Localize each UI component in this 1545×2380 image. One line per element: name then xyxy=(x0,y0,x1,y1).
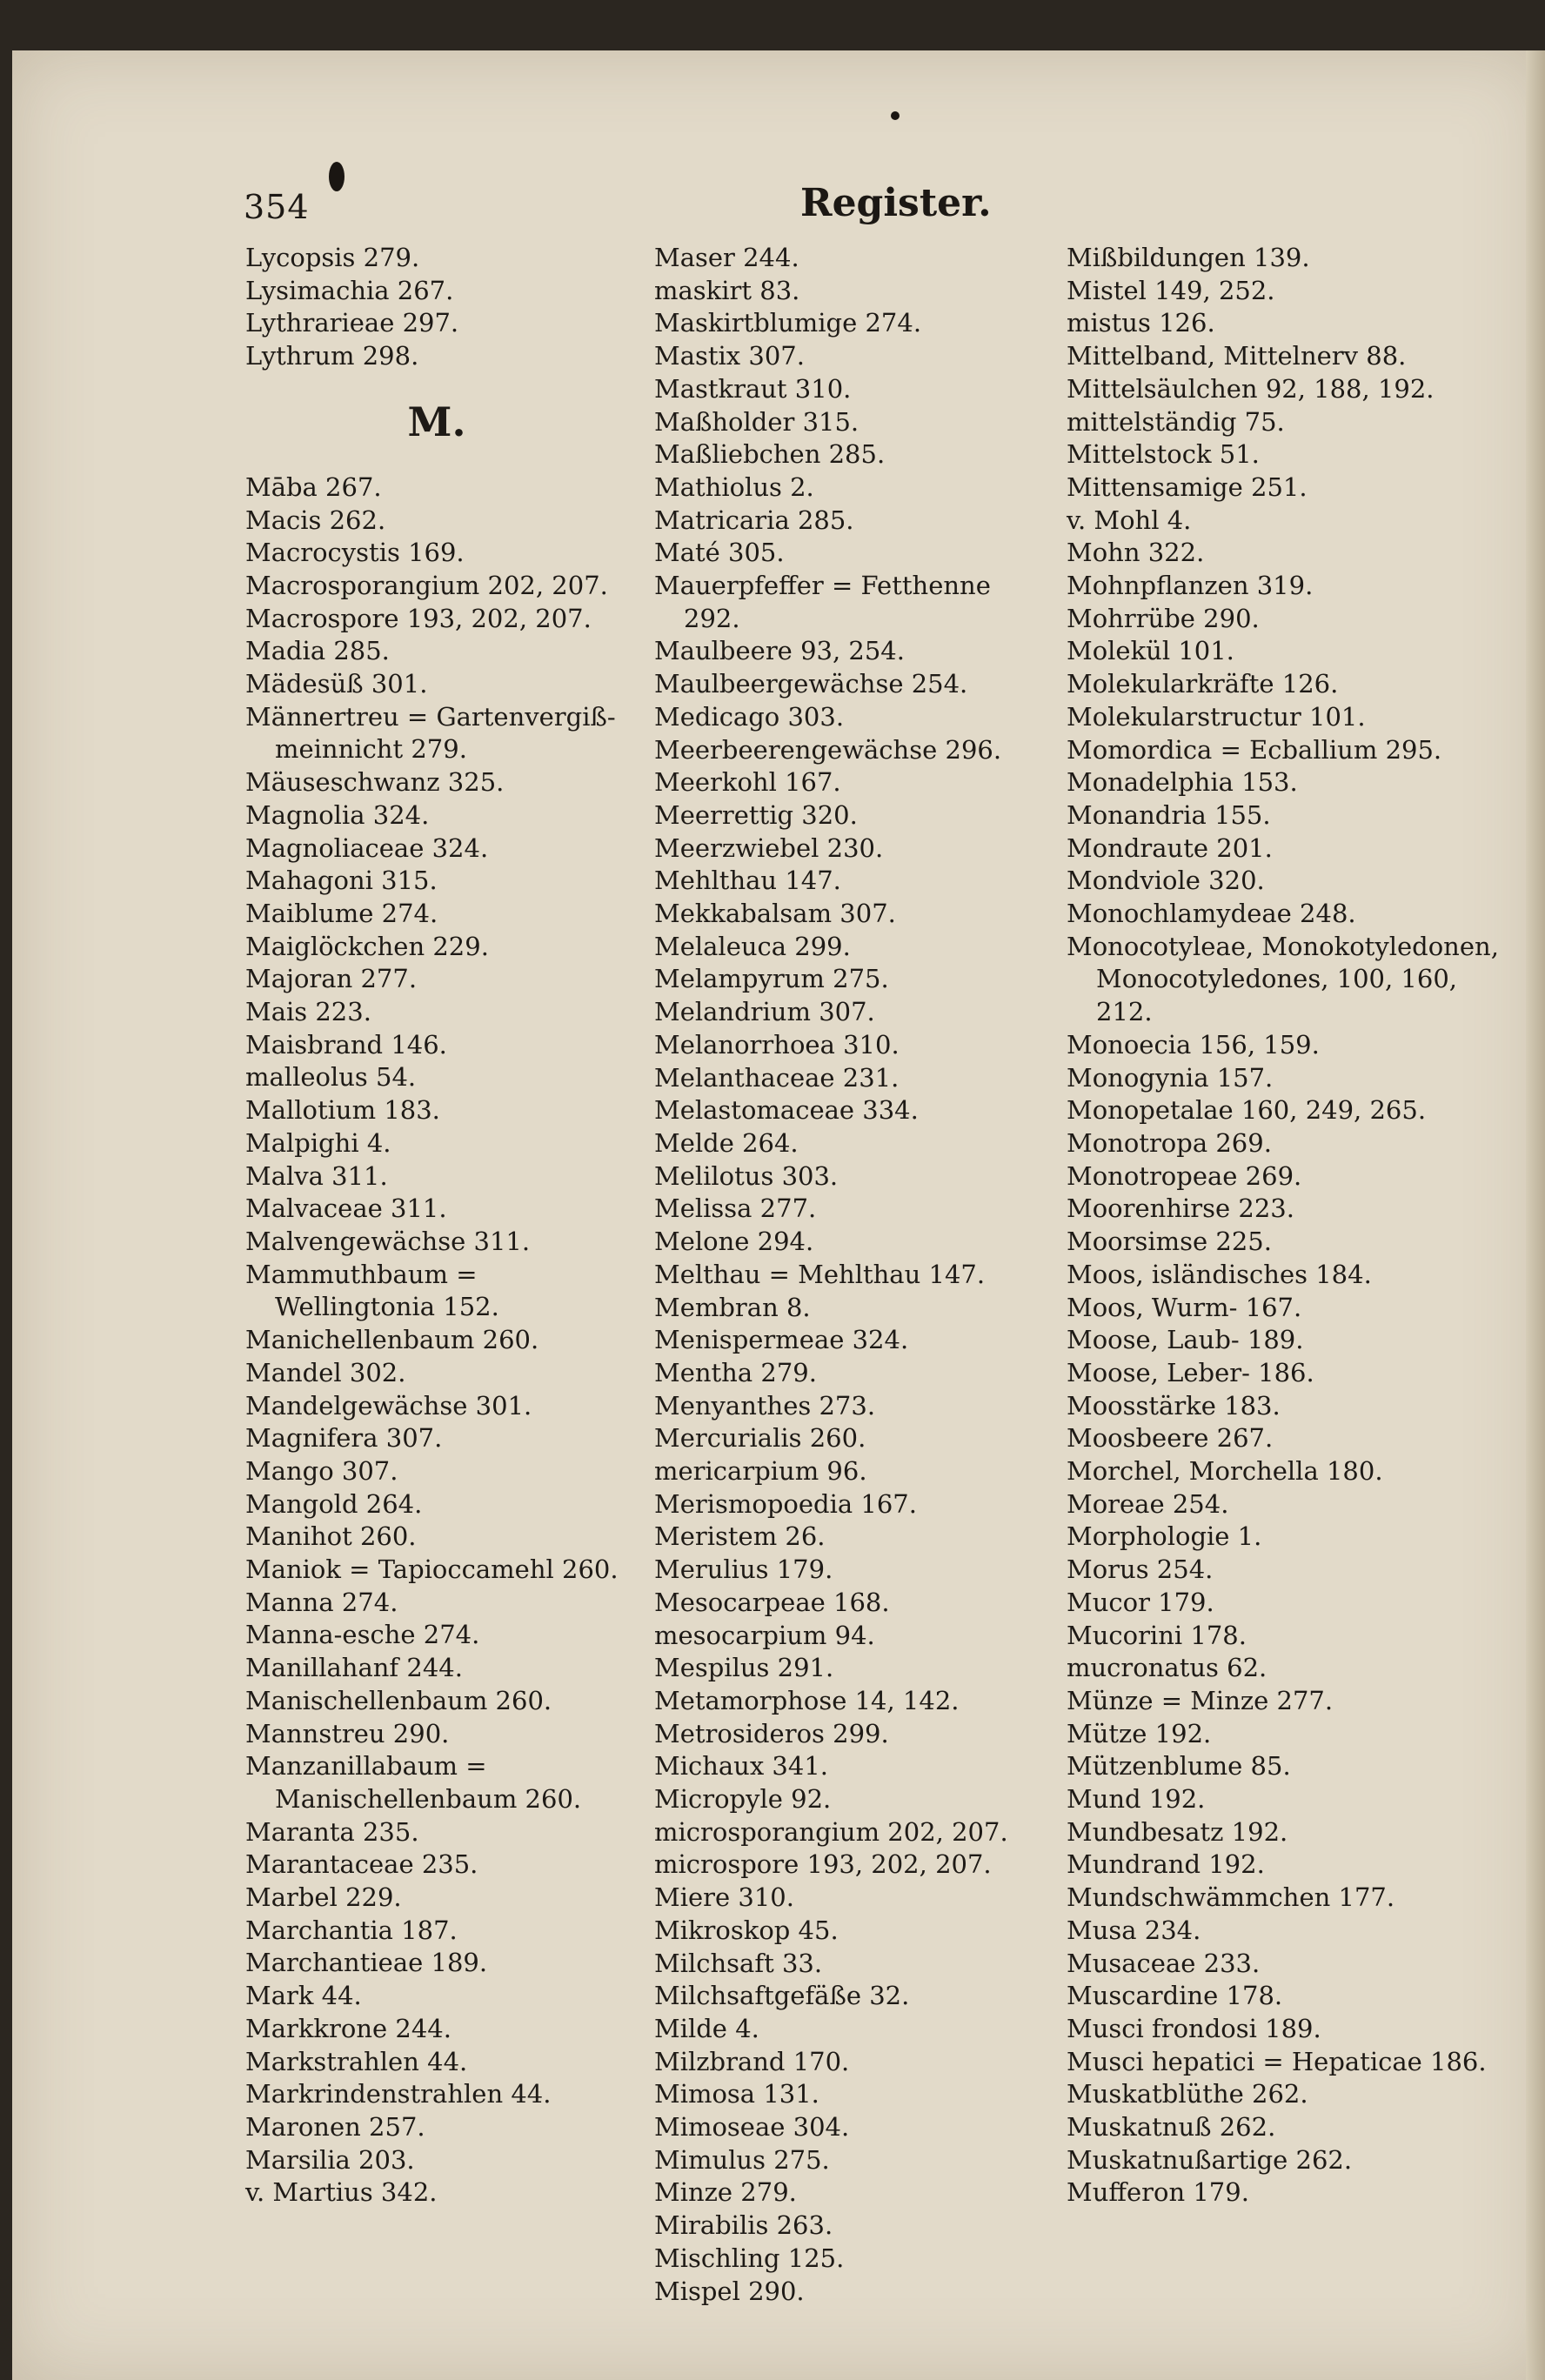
index-entry: Melthau = Mehlthau 147. xyxy=(654,1259,986,1289)
index-entry: Mikroskop 45. xyxy=(654,1915,839,1945)
index-entry: Maté 305. xyxy=(654,538,785,568)
index-entry: Malva 311. xyxy=(245,1160,388,1191)
index-entry: Mekkabalsam 307. xyxy=(654,899,896,929)
index-entry: Musaceae 233. xyxy=(1067,1948,1261,1978)
index-entry: Mittensamige 251. xyxy=(1067,471,1308,502)
ink-dot xyxy=(891,111,900,120)
index-entry: Manichellenbaum 260. xyxy=(245,1325,539,1355)
index-entry: Musa 234. xyxy=(1067,1915,1201,1945)
index-entry: Manillahanf 244. xyxy=(245,1653,463,1683)
index-entry: Mohrrübe 290. xyxy=(1067,603,1260,633)
index-entry: Mandel 302. xyxy=(245,1357,406,1387)
index-entry: Mark 44. xyxy=(245,1981,362,2011)
index-entry: Markrindenstrahlen 44. xyxy=(245,2079,552,2109)
index-column-1 xyxy=(245,242,628,2210)
index-entry: Manihot 260. xyxy=(245,1521,417,1552)
index-entry: Mohnpflanzen 319. xyxy=(1067,571,1314,601)
index-entry: mucronatus 62. xyxy=(1067,1653,1267,1683)
index-entry: Melaleuca 299. xyxy=(654,931,851,961)
index-entry: Malvengewächse 311. xyxy=(245,1226,531,1256)
index-entry: Mistel 149, 252. xyxy=(1067,275,1275,305)
index-entry: malleolus 54. xyxy=(245,1062,417,1093)
index-entry: Māba 267. xyxy=(245,471,382,502)
index-entry: Meerbeerengewächse 296. xyxy=(654,734,1002,765)
index-entry: Marantaceae 235. xyxy=(245,1849,478,1880)
index-entry: Moorsimse 225. xyxy=(1067,1227,1272,1257)
index-entry: Markstrahlen 44. xyxy=(245,2046,468,2076)
index-entry: Moose, Leber- 186. xyxy=(1067,1357,1314,1387)
index-entry: Minze 279. xyxy=(654,2177,797,2208)
index-entry: Maranta 235. xyxy=(245,1816,419,1847)
index-entry: Merulius 179. xyxy=(654,1554,833,1585)
index-entry: Melissa 277. xyxy=(654,1193,817,1224)
index-entry: Mais 223. xyxy=(245,997,371,1027)
index-entry: Lythrarieae 297. xyxy=(245,308,459,338)
index-entry: Mittelstock 51. xyxy=(1067,439,1260,470)
index-entry: Mohn 322. xyxy=(1067,538,1205,568)
index-entry: Mentha 279. xyxy=(654,1357,817,1387)
index-entry: Manischellenbaum 260. xyxy=(245,1685,552,1715)
index-entry: Muskatnußartige 262. xyxy=(1067,2144,1353,2175)
index-entry: Molekularkräfte 126. xyxy=(1067,669,1339,699)
index-entry: Melilotus 303. xyxy=(654,1160,839,1191)
index-entry: Mimulus 275. xyxy=(654,2144,830,2175)
index-entry: Mützenblume 85. xyxy=(1067,1751,1291,1782)
page-header xyxy=(244,181,1479,233)
index-entry: Miere 310. xyxy=(654,1882,794,1913)
index-entry: Monochlamydeae 248. xyxy=(1067,899,1356,929)
index-entry: Muskatblüthe 262. xyxy=(1067,2079,1308,2109)
index-entry: Majoran 277. xyxy=(245,964,418,994)
index-entry: Melanorrhoea 310. xyxy=(654,1029,900,1060)
index-entry: Macrocystis 169. xyxy=(245,538,465,568)
index-entry: Maßliebchen 285. xyxy=(654,439,886,470)
index-entry: Monocotyleae, Monokotyledonen, Monocotyledones, 100, 160, 212. xyxy=(1067,931,1499,1027)
index-entry: Monogynia 157. xyxy=(1067,1062,1274,1093)
index-entry: Lycopsis 279. xyxy=(245,243,420,272)
index-entry: Maronen 257. xyxy=(245,2111,425,2142)
index-entry: Milde 4. xyxy=(654,2013,759,2043)
index-entry: Meerzwiebel 230. xyxy=(654,832,884,863)
index-entry: Milchsaftgefäße 32. xyxy=(654,1981,910,2011)
index-entry: Monotropa 269. xyxy=(1067,1127,1272,1158)
index-entry: Mundrand 192. xyxy=(1067,1849,1265,1880)
index-entry: mericarpium 96. xyxy=(654,1456,867,1487)
index-entry: Münze = Minze 277. xyxy=(1067,1685,1334,1715)
index-entry: Männertreu = Gartenvergiß-meinnicht 279. xyxy=(245,701,616,765)
index-entry: Mango 307. xyxy=(245,1455,398,1486)
index-entry: Membran 8. xyxy=(654,1292,811,1322)
index-entry: microspore 193, 202, 207. xyxy=(654,1849,992,1880)
index-entry: Mütze 192. xyxy=(1067,1718,1212,1748)
index-entry: Mathiolus 2. xyxy=(654,471,814,502)
index-entry: Macis 262. xyxy=(245,505,386,535)
index-entry: Moos, Wurm- 167. xyxy=(1067,1292,1302,1322)
index-entry: mesocarpium 94. xyxy=(654,1620,875,1650)
index-entry: Mahagoni 315. xyxy=(245,866,438,896)
index-entry: Melastomaceae 334. xyxy=(654,1095,919,1126)
index-entry: Mehlthau 147. xyxy=(654,866,841,896)
index-entry: Mucorini 178. xyxy=(1067,1620,1247,1650)
index-entry: Magnolia 324. xyxy=(245,799,430,830)
index-entry: microsporangium 202, 207. xyxy=(654,1816,1008,1847)
page-edge xyxy=(1526,50,1545,2380)
index-entry: Mastix 307. xyxy=(654,341,805,371)
index-entry: Marchantia 187. xyxy=(245,1915,458,1945)
index-entry: Marchantieae 189. xyxy=(245,1948,488,1978)
index-entry: Morphologie 1. xyxy=(1067,1521,1262,1552)
index-entry: Malpighi 4. xyxy=(245,1127,391,1158)
index-entry: Mesocarpeae 168. xyxy=(654,1587,890,1617)
index-entry: Merismopoedia 167. xyxy=(654,1488,917,1519)
page-number: 354 xyxy=(244,188,310,226)
index-entry: Monoecia 156, 159. xyxy=(1067,1029,1320,1060)
index-entry: Monandria 155. xyxy=(1067,799,1271,830)
index-entry: Monotropeae 269. xyxy=(1067,1160,1302,1191)
index-entry: Melde 264. xyxy=(654,1127,799,1158)
index-entry: Mannstreu 290. xyxy=(245,1718,450,1748)
index-entry: mistus 126. xyxy=(1067,308,1215,338)
index-entry: Mispel 290. xyxy=(654,2276,805,2306)
index-entry: Mastkraut 310. xyxy=(654,373,852,404)
index-entry: Malvaceae 311. xyxy=(245,1193,447,1224)
index-entry: Maisbrand 146. xyxy=(245,1029,447,1060)
index-entry: Melanthaceae 231. xyxy=(654,1062,900,1093)
index-entry: v. Mohl 4. xyxy=(1067,505,1192,535)
index-column-2 xyxy=(654,242,1054,2308)
index-entry: Moos, isländisches 184. xyxy=(1067,1259,1372,1289)
index-entry: Mandelgewächse 301. xyxy=(245,1390,532,1421)
index-entry: Macrospore 193, 202, 207. xyxy=(245,603,592,633)
index-entry: Molekül 101. xyxy=(1067,636,1234,666)
index-entry: Marsilia 203. xyxy=(245,2144,415,2175)
index-entry: Manzanillabaum = Manischellenbaum 260. xyxy=(245,1751,582,1814)
index-entry: Meerkohl 167. xyxy=(654,767,841,798)
index-entry: Mädesüß 301. xyxy=(245,669,428,699)
index-entry: Mund 192. xyxy=(1067,1784,1206,1815)
index-entry: Molekularstructur 101. xyxy=(1067,701,1366,732)
index-entry: Markkrone 244. xyxy=(245,2013,451,2043)
index-entry: Metamorphose 14, 142. xyxy=(654,1685,960,1715)
index-entry: Mondviole 320. xyxy=(1067,866,1265,896)
index-entry: Moosstärke 183. xyxy=(1067,1390,1281,1421)
index-entry: Mondraute 201. xyxy=(1067,832,1273,863)
index-entry: Mimoseae 304. xyxy=(654,2112,850,2143)
index-entry: Milzbrand 170. xyxy=(654,2046,850,2076)
index-entry: Muskatnuß 262. xyxy=(1067,2112,1276,2143)
index-entry: Melandrium 307. xyxy=(654,997,875,1027)
index-entry: Maulbeergewächse 254. xyxy=(654,669,968,699)
index-entry: v. Martius 342. xyxy=(245,2177,438,2208)
index-entry: Moose, Laub- 189. xyxy=(1067,1325,1304,1355)
index-entry: Mundbesatz 192. xyxy=(1067,1816,1288,1847)
index-entry: Mespilus 291. xyxy=(654,1653,834,1683)
index-entry: Lythrum 298. xyxy=(245,341,419,371)
index-entry: Mimosa 131. xyxy=(654,2079,819,2109)
index-entry: Monopetalae 160, 249, 265. xyxy=(1067,1095,1427,1126)
index-entry: Mißbildungen 139. xyxy=(1067,243,1310,272)
index-column-3 xyxy=(1067,242,1502,2210)
index-entry: Mangold 264. xyxy=(245,1488,423,1519)
index-entry: Moosbeere 267. xyxy=(1067,1423,1274,1454)
index-entry: Matricaria 285. xyxy=(654,505,854,535)
running-title: Register. xyxy=(800,181,992,225)
index-entry: Micropyle 92. xyxy=(654,1784,832,1815)
index-entry: Mammuthbaum = Wellingtonia 152. xyxy=(245,1259,499,1322)
index-entry: Manna-esche 274. xyxy=(245,1620,480,1650)
index-entry: Morchel, Morchella 180. xyxy=(1067,1456,1383,1487)
index-entry: Magnifera 307. xyxy=(245,1423,443,1454)
index-entry: Melampyrum 275. xyxy=(654,964,889,994)
index-entry: Mercurialis 260. xyxy=(654,1423,866,1454)
index-entry: Monadelphia 153. xyxy=(1067,767,1298,798)
index-entry: Mischling 125. xyxy=(654,2243,845,2273)
index-entry: Mirabilis 263. xyxy=(654,2210,833,2241)
index-entry: Maser 244. xyxy=(654,243,799,272)
index-entry: Mittelband, Mittelnerv 88. xyxy=(1067,341,1407,371)
index-entry: Metrosideros 299. xyxy=(654,1718,889,1748)
index-entry: Musci frondosi 189. xyxy=(1067,2013,1321,2043)
index-entry: Marbel 229. xyxy=(245,1882,402,1913)
index-entry: Menyanthes 273. xyxy=(654,1390,876,1421)
index-entry: Maniok = Tapioccamehl 260. xyxy=(245,1554,619,1585)
index-entry: Mallotium 183. xyxy=(245,1095,440,1126)
index-entry: Magnoliaceae 324. xyxy=(245,832,489,863)
index-entry: Menispermeae 324. xyxy=(654,1325,909,1355)
index-entry: Mucor 179. xyxy=(1067,1587,1214,1617)
index-entry: Musci hepatici = Hepaticae 186. xyxy=(1067,2046,1487,2076)
index-entry: Mittelsäulchen 92, 188, 192. xyxy=(1067,373,1435,404)
index-entry: Meerrettig 320. xyxy=(654,799,858,830)
index-entry: Moreae 254. xyxy=(1067,1488,1229,1519)
index-entry: Maiglöckchen 229. xyxy=(245,931,489,961)
index-entry: Medicago 303. xyxy=(654,701,845,732)
index-entry: Mufferon 179. xyxy=(1067,2177,1249,2208)
index-entry: Momordica = Ecballium 295. xyxy=(1067,734,1442,765)
index-entry: Lysimachia 267. xyxy=(245,275,454,305)
index-entry: Maiblume 274. xyxy=(245,898,438,928)
index-entry: Morus 254. xyxy=(1067,1554,1214,1585)
index-entry: Mundschwämmchen 177. xyxy=(1067,1882,1395,1913)
index-entry: Mäuseschwanz 325. xyxy=(245,767,505,798)
index-entry: maskirt 83. xyxy=(654,275,800,305)
index-entry: Macrosporangium 202, 207. xyxy=(245,570,608,600)
index-entry: Manna 274. xyxy=(245,1587,398,1617)
index-entry: Michaux 341. xyxy=(654,1751,828,1782)
index-entry: Maulbeere 93, 254. xyxy=(654,636,905,666)
index-entry: Meristem 26. xyxy=(654,1521,826,1552)
index-entry: Maskirtblumige 274. xyxy=(654,308,922,338)
index-entry: Melone 294. xyxy=(654,1227,814,1257)
index-entry: Maßholder 315. xyxy=(654,406,859,437)
index-entry: Madia 285. xyxy=(245,636,390,666)
index-entry: Mauerpfeffer = Fetthenne 292. xyxy=(654,571,991,633)
index-entry: Muscardine 178. xyxy=(1067,1981,1283,2011)
index-entry: mittelständig 75. xyxy=(1067,406,1285,437)
index-entry: Milchsaft 33. xyxy=(654,1948,823,1978)
index-entry: Moorenhirse 223. xyxy=(1067,1193,1294,1224)
section-letter-heading: M. xyxy=(407,398,466,445)
